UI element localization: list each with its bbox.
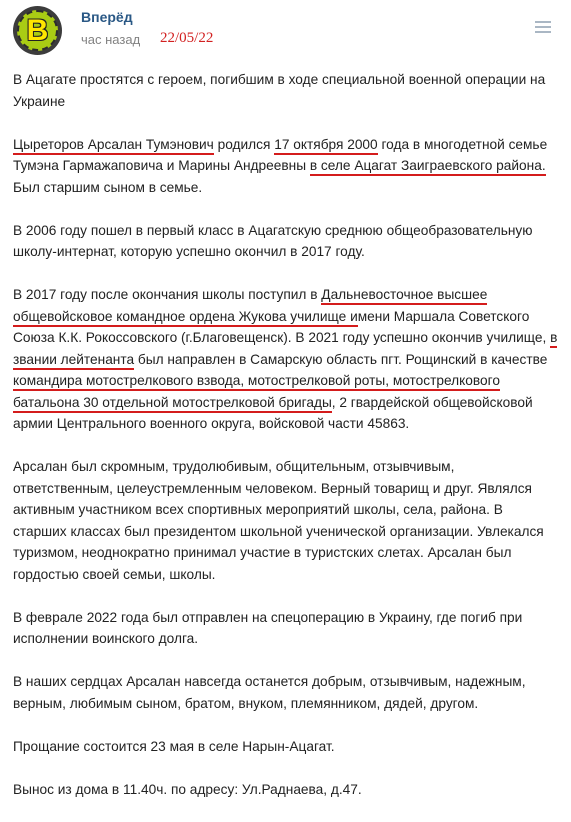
paragraph-address: Вынос из дома в 11.40ч. по адресу: Ул.Раднаева, д.47. xyxy=(13,781,362,797)
paragraph-military xyxy=(13,284,558,435)
text-segment: мени Маршала Советского Союза К.К. Рокоссовского (г.Благовещенск). В 2021 году успешно окончив училище, xyxy=(13,308,551,345)
paragraph-school: В 2006 году пошел в первый класс в Ацагатскую среднюю общеобразовательную школу-интернат, которую успешно окончил в 2017 году. xyxy=(13,222,533,259)
paragraph-character: Арсалан был скромным, трудолюбивым, общительным, отзывчивым, ответственным, целеустремленным человеком. Верный товарищ и друг. Являлся активным участником всех спортивных мероприятий школы, села, района. В старших классах был президентом школьной ученической организации. Увлекался туризмом, неоднократно принимал участие в туристских слетах. Арсалан был гордостью своей семьи, школы. xyxy=(13,459,544,582)
handwritten-date: 22/05/22 xyxy=(160,30,214,46)
post-time[interactable]: час назад xyxy=(81,32,141,47)
more-options-icon[interactable] xyxy=(535,18,551,34)
text-segment: В 2017 году после окончания школы поступил в xyxy=(13,287,322,302)
underlined-name: Цыреторов Арсалан Тумэнович xyxy=(13,137,214,155)
text-segment: был направлен в Самарскую область пгт. Рощинский в качестве xyxy=(134,351,548,367)
text-segment: , 2 гвардейской общевойсковой армии Центрального военного округа, войсковой части 45863. xyxy=(13,394,533,431)
paragraph-birth xyxy=(13,134,558,199)
paragraph-farewell: Прощание состоится 23 мая в селе Нарын-Ацагат. xyxy=(13,738,335,754)
underlined-academy: Дальневосточное высшее общевойсковое командное ордена Жукова училище и xyxy=(13,287,487,327)
paragraph-memory: В наших сердцах Арсалан навсегда останется добрым, отзывчивым, надежным, верным, любимым сыном, братом, внуком, племянником, дядей, другом. xyxy=(13,674,526,711)
community-name[interactable]: Вперёд xyxy=(81,9,133,25)
underlined-position: командира мотострелкового взвода, мотострелковой роты, мотострелкового батальона 30 отдельной мотострелковой бригады xyxy=(13,373,500,413)
post-header xyxy=(0,0,571,60)
paragraph-death: В феврале 2022 года был отправлен на спецоперацию в Украину, где погиб при исполнении воинского долга. xyxy=(13,609,523,646)
underlined-birthplace: в селе Ацагат Заиграевского района. xyxy=(310,158,546,176)
paragraph-intro: В Ацагате простятся с героем, погибшим в ходе специальной военной операции на Украине xyxy=(13,72,546,109)
text-segment: года в многодетной семье Тумэна Гармажаповича и Марины Андреевны xyxy=(13,136,548,173)
underlined-birthdate: 17 октября 2000 xyxy=(274,137,377,155)
underlined-rank: в звании лейтенанта xyxy=(13,330,557,370)
avatar-letter: B xyxy=(26,14,49,47)
text-segment: Был старшим сыном в семье. xyxy=(13,179,203,195)
community-avatar[interactable] xyxy=(13,6,62,55)
post-text xyxy=(13,69,558,822)
text-segment: родился xyxy=(213,136,275,152)
